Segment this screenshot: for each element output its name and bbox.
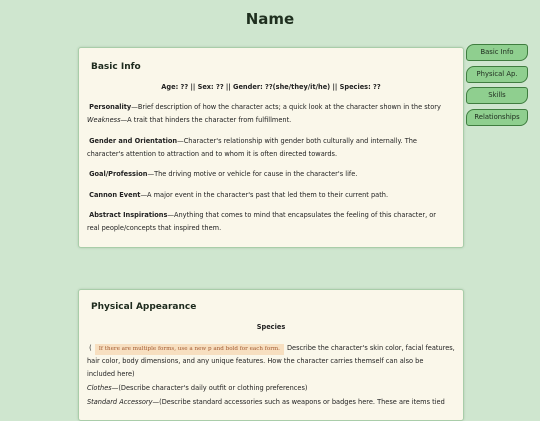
goal-line — [87, 168, 455, 182]
species-desc-line-1 — [87, 342, 455, 356]
page-title: Name — [245, 10, 295, 28]
abstract-text-2: real people/concepts that inspired them. — [87, 224, 222, 232]
tab-skills[interactable]: Skills — [466, 87, 528, 104]
weakness-label: Weakness — [87, 116, 121, 124]
weakness-line — [87, 114, 455, 128]
species-desc-2: hair color, body dimensions, and any unique features. How the character carries themself can also be — [87, 357, 424, 365]
basic-info-title: Basic Info — [91, 62, 141, 72]
cannon-text: —A major event in the character's past that led them to their current path. — [140, 191, 389, 199]
goal-label: Goal/Profession — [89, 170, 148, 178]
form-note: If there are multiple forms, use a new p and bold for each form. — [95, 344, 284, 355]
gender-line-1 — [87, 135, 455, 149]
identity-line: Age: ?? || Sex: ?? || Gender: ??(she/they/it/he) || Species: ?? — [161, 83, 381, 91]
gender-label: Gender and Orientation — [89, 137, 178, 145]
personality-text: —Brief description of how the character acts; a quick look at the character shown in the story — [131, 103, 441, 111]
accessory-text: —(Describe standard accessories such as weapons or badges here. These are items tied — [152, 398, 445, 406]
species-desc-3: included here) — [87, 370, 135, 378]
physical-title: Physical Appearance — [91, 302, 197, 312]
species-desc-1: Describe the character's skin color, facial features, — [286, 344, 455, 352]
clothes-line — [87, 382, 455, 396]
personality-line — [87, 101, 455, 115]
goal-text: —The driving motive or vehicle for cause in the character's life. — [147, 170, 358, 178]
section-nav — [466, 44, 528, 130]
clothes-text: —(Describe character's daily outfit or clothing preferences) — [111, 384, 308, 392]
basic-info-card — [78, 47, 464, 248]
accessory-line — [87, 396, 455, 410]
physical-appearance-card — [78, 289, 464, 421]
accessory-label: Standard Accessory — [87, 398, 153, 406]
cannon-line — [87, 189, 455, 203]
species-heading: Species — [256, 323, 286, 331]
tab-basic-info[interactable]: Basic Info — [466, 44, 528, 61]
gender-text-2: character's attention to attraction and to whom it is often directed towards. — [87, 150, 338, 158]
personality-label: Personality — [89, 103, 132, 111]
abstract-text-1: —Anything that comes to mind that encapsulates the feeling of this character, or — [167, 211, 437, 219]
cannon-label: Cannon Event — [89, 191, 141, 199]
clothes-label: Clothes — [87, 384, 112, 392]
gender-text-1: —Character's relationship with gender both culturally and internally. The — [177, 137, 417, 145]
weakness-text: —A trait that hinders the character from fulfillment. — [120, 116, 292, 124]
abstract-line-1 — [87, 209, 455, 223]
abstract-label: Abstract Inspirations — [89, 211, 168, 219]
tab-relationships[interactable]: Relationships — [466, 109, 528, 126]
tab-physical-appearance[interactable]: Physical Ap. — [466, 66, 528, 83]
open-paren: ( — [89, 344, 92, 352]
